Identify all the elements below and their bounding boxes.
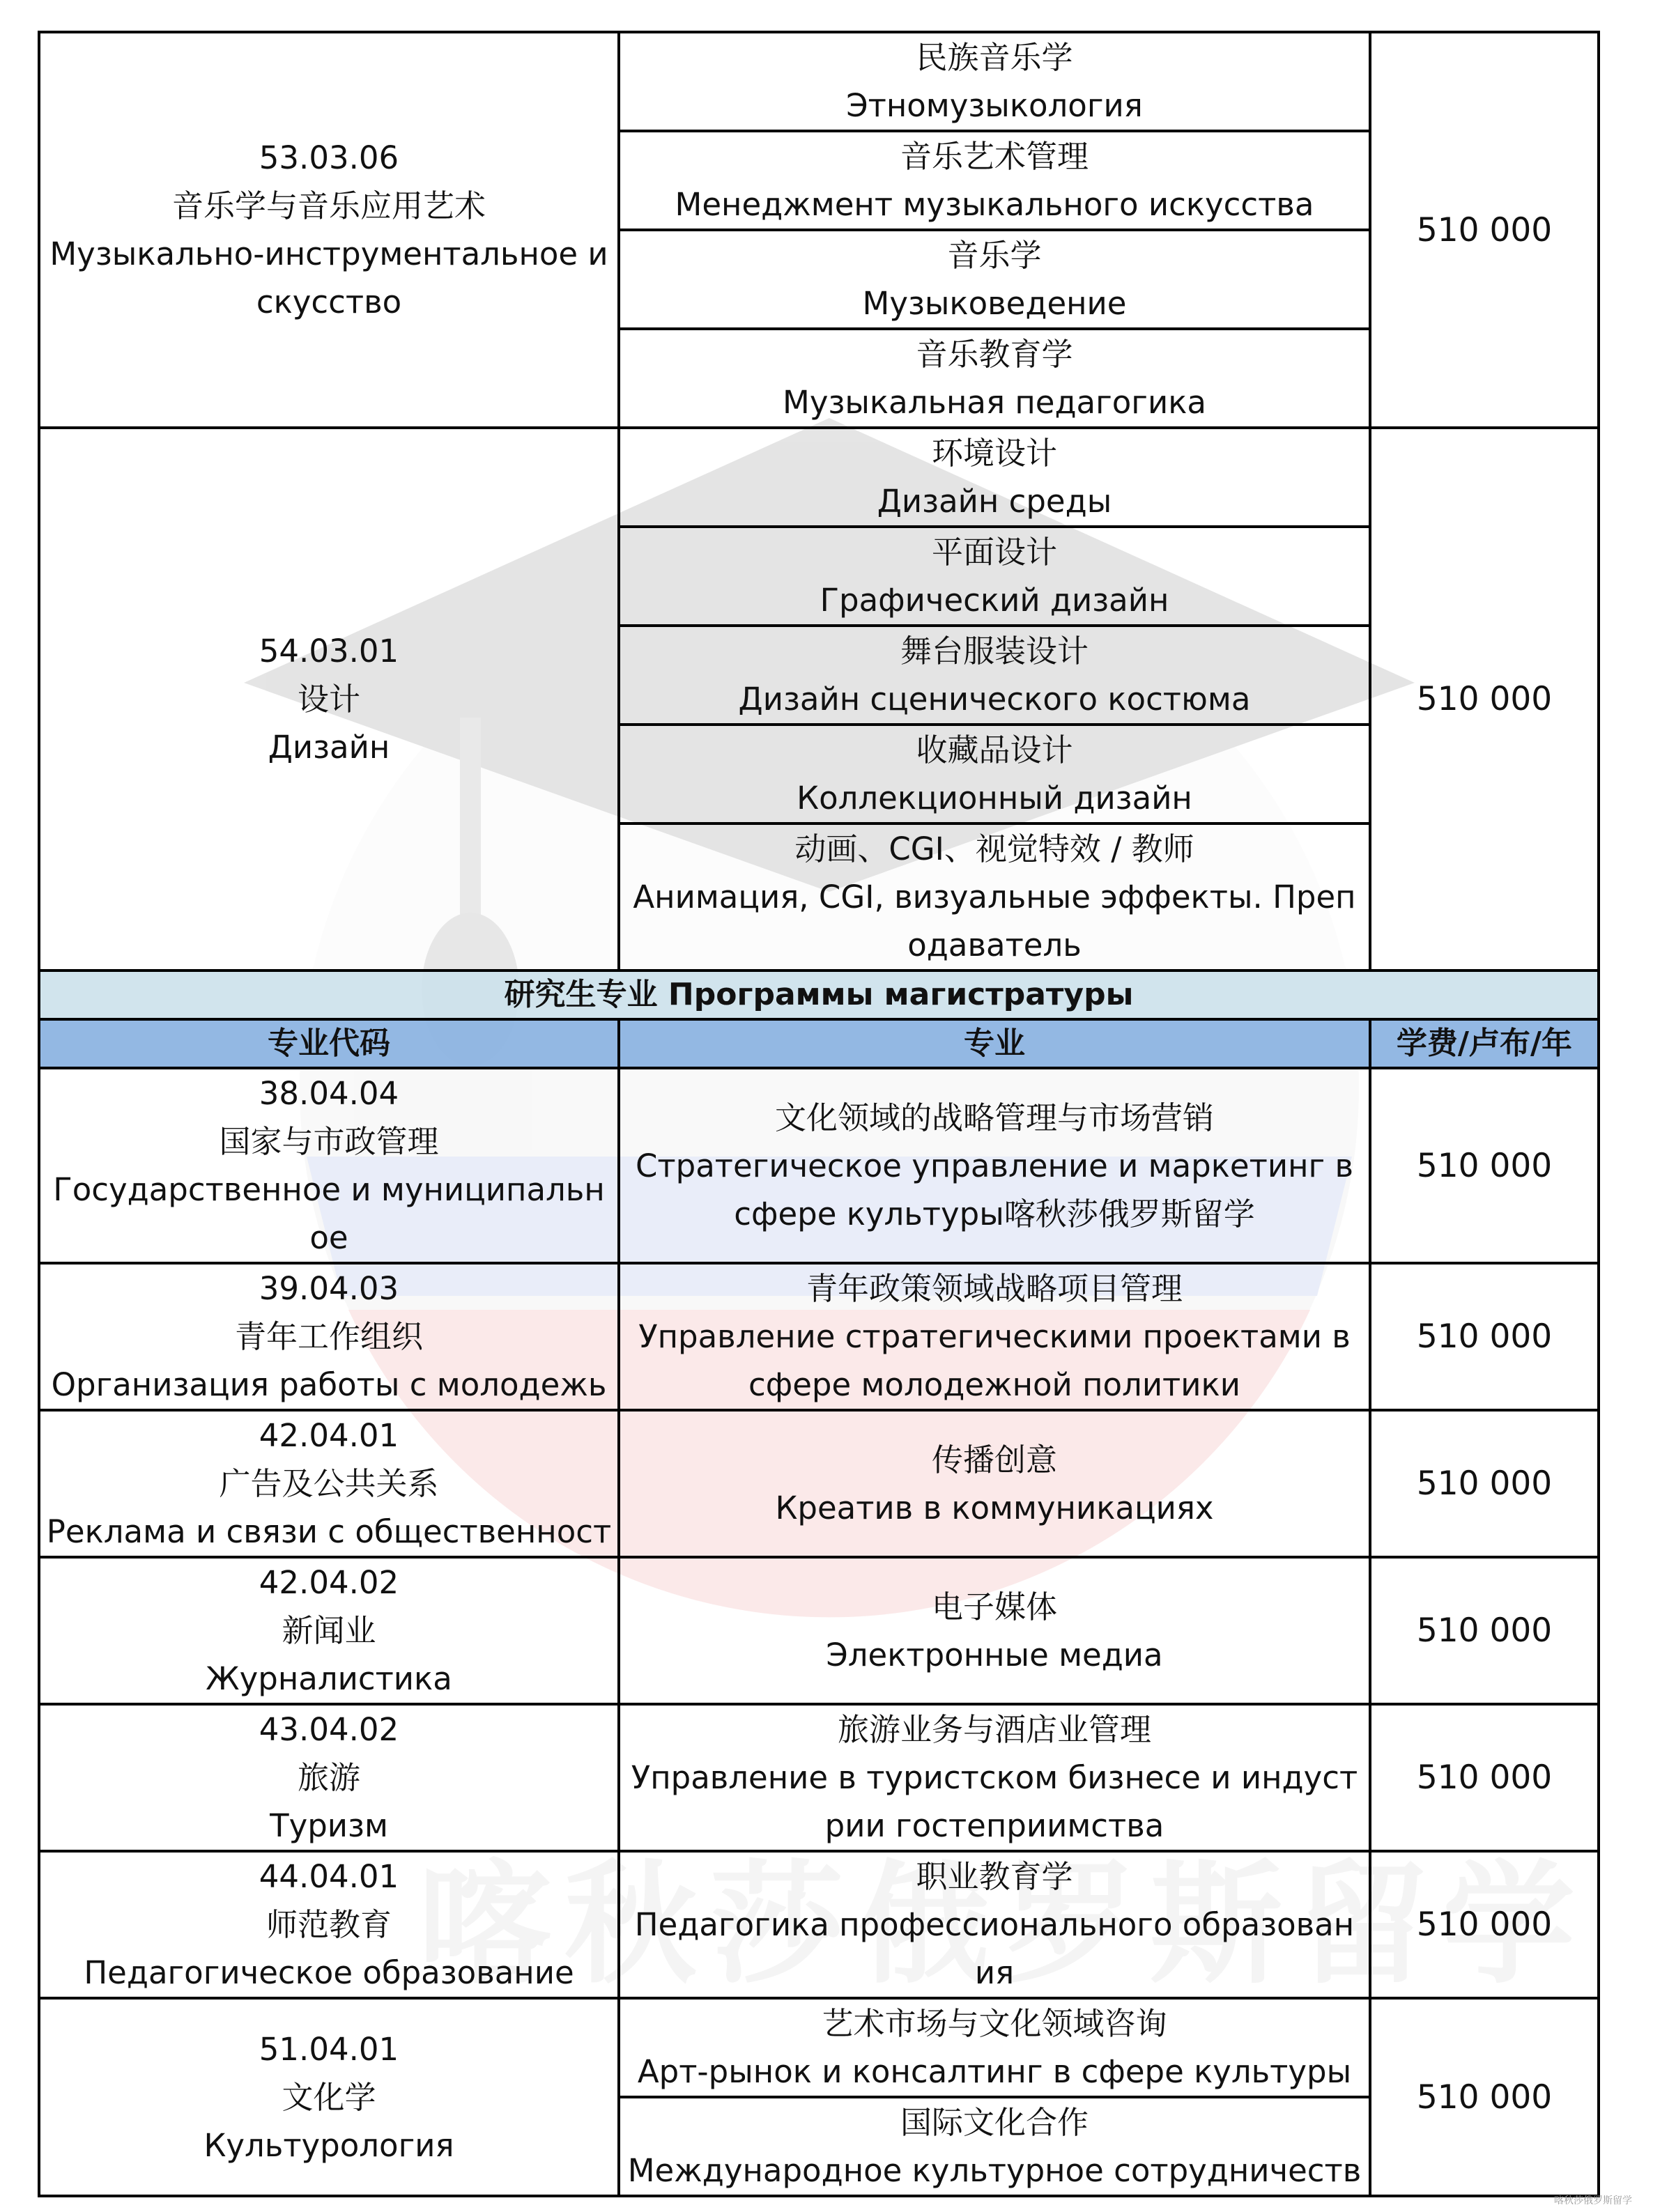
specialization-cell: 环境设计 Дизайн среды [619, 428, 1370, 527]
tuition-fee-cell: 510 000 [1370, 32, 1599, 428]
specialization-cell: 收藏品设计 Коллекционный дизайн [619, 725, 1370, 823]
program-code-cell: 51.04.01 文化学 Культурология [39, 1998, 619, 2196]
table-row [39, 1410, 1599, 1557]
specialization-cell: 音乐教育学 Музыкальная педагогика [619, 329, 1370, 428]
program-code-cell: 53.03.06 音乐学与音乐应用艺术 Музыкально-инструментальное искусство [39, 32, 619, 428]
specialization-cell: 职业教育学 Педагогика профессионального образования [619, 1851, 1370, 1998]
header-code: 专业代码 [39, 1019, 619, 1068]
section-header-row [39, 970, 1599, 1019]
tuition-fee-cell: 510 000 [1370, 1704, 1599, 1851]
tuition-fee-cell: 510 000 [1370, 1851, 1599, 1998]
specialization-cell: 电子媒体 Электронные медиа [619, 1557, 1370, 1704]
tuition-fee-cell: 510 000 [1370, 1557, 1599, 1704]
program-code-cell: 54.03.01 设计 Дизайн [39, 428, 619, 970]
specialization-cell: 传播创意 Креатив в коммуникациях [619, 1410, 1370, 1557]
table-row [39, 1263, 1599, 1410]
program-code-cell: 42.04.02 新闻业 Журналистика [39, 1557, 619, 1704]
specialization-cell: 艺术市场与文化领域咨询 Арт-рынок и консалтинг в сфере культуры [619, 1998, 1370, 2097]
tuition-table-body [39, 32, 1599, 2196]
table-row [39, 1557, 1599, 1704]
specialization-cell: 动画、CGI、视觉特效 / 教师 Анимация, CGI, визуальные эффекты. Преподаватель [619, 823, 1370, 970]
program-code-cell: 43.04.02 旅游 Туризм [39, 1704, 619, 1851]
program-code-cell: 38.04.04 国家与市政管理 Государственное и муниципальное [39, 1068, 619, 1263]
specialization-cell: 国际文化合作 Международное культурное сотрудничеств [619, 2097, 1370, 2196]
footer-watermark: 喀秋莎俄罗斯留学 [1554, 2195, 1632, 2206]
specialization-cell: 平面设计 Графический дизайн [619, 527, 1370, 626]
table-row [39, 1851, 1599, 1998]
program-code-cell: 39.04.03 青年工作组织 Организация работы с молодежь [39, 1263, 619, 1410]
column-header-row [39, 1019, 1599, 1068]
specialization-cell: 青年政策领域战略项目管理 Управление стратегическими проектами в сфере молодежной политики [619, 1263, 1370, 1410]
table-row [39, 32, 1599, 131]
tuition-fee-cell: 510 000 [1370, 1998, 1599, 2196]
table-row [39, 1068, 1599, 1263]
tuition-fee-cell: 510 000 [1370, 1410, 1599, 1557]
specialization-cell: 民族音乐学 Этномузыкология [619, 32, 1370, 131]
header-major: 专业 [619, 1019, 1370, 1068]
specialization-cell: 音乐艺术管理 Менеджмент музыкального искусства [619, 131, 1370, 230]
table-row [39, 1998, 1599, 2097]
table-row [39, 428, 1599, 527]
program-code-cell: 42.04.01 广告及公共关系 Реклама и связи с общественност [39, 1410, 619, 1557]
tuition-fee-cell: 510 000 [1370, 1263, 1599, 1410]
header-fee: 学费/卢布/年 [1370, 1019, 1599, 1068]
specialization-cell: 文化领域的战略管理与市场营销 Стратегическое управление и маркетинг в сфере культуры喀秋莎俄罗斯留学 [619, 1068, 1370, 1263]
tuition-fee-cell: 510 000 [1370, 428, 1599, 970]
tuition-fee-cell: 510 000 [1370, 1068, 1599, 1263]
section-title: 研究生专业 Программы магистратуры [39, 970, 1599, 1019]
program-code-cell: 44.04.01 师范教育 Педагогическое образование [39, 1851, 619, 1998]
tuition-table [38, 31, 1600, 2197]
specialization-cell: 旅游业务与酒店业管理 Управление в туристском бизнесе и индустрии гостеприимства [619, 1704, 1370, 1851]
table-row [39, 1704, 1599, 1851]
specialization-cell: 舞台服装设计 Дизайн сценического костюма [619, 626, 1370, 725]
specialization-cell: 音乐学 Музыковедение [619, 230, 1370, 329]
